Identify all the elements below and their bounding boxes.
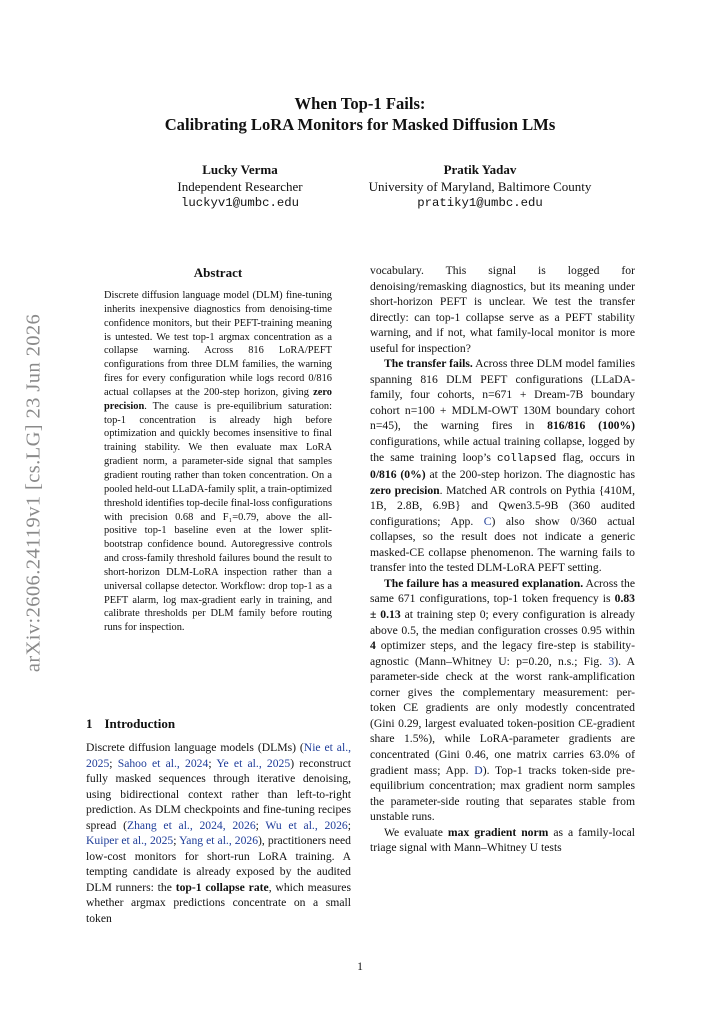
author-email[interactable]: pratiky1@umbc.edu [417,196,543,210]
paragraph-evaluation: We evaluate max gradient norm as a family-local triage signal with Mann–Whitney U tests [370,825,635,855]
author-name: Lucky Verma [202,162,278,177]
section-title: Introduction [104,716,176,731]
paragraph-continuation: vocabulary. This signal is logged for denoising/remasking diagnostics, but its meaning under short-horizon PEFT is unclear. We test the transfer directly: can top-1 collapse serve as a PEFT stability warning, and if not, what family-local monitor is more useful for inspection? [370,264,635,355]
citation-link[interactable]: Yang et al., 2026 [179,834,259,848]
citation-link[interactable]: Wu et al., 2026 [265,818,348,832]
author-email[interactable]: luckyv1@umbc.edu [180,196,300,210]
citation-link[interactable]: Ye et al., 2025 [216,756,291,770]
author-block-1 [140,162,340,212]
citation-link[interactable]: Nie et al., 2025 [86,741,352,770]
figure-link[interactable]: 3 [608,654,615,668]
citation-link[interactable]: Kuiper et al., 2025 [86,834,174,848]
paper-title-line-2: Calibrating LoRA Monitors for Masked Diffusion LMs [164,115,556,134]
arxiv-sidebar-stamp: arXiv:2606.24119v1 [cs.LG] 23 Jun 2026 [22,313,45,673]
appendix-link[interactable]: D [474,763,483,777]
intro-right-column [370,263,635,856]
paper-title-line-1: When Top-1 Fails: [294,94,426,113]
intro-paragraph: Discrete diffusion language models (DLMs) (Nie et al., 2025; Sahoo et al., 2024; Ye et al., 2025) reconstruct fully masked sequences through iterative denoising, using bidirectional context rather than left-to-right prediction. As DLM checkpoints and fine-tuning recipes spread (Zhang et al., 2024, 2026; Wu et al., 2026; Kuiper et al., 2025; Yang et al., 2026), practitioners need low-cost monitors for short-run LoRA training. A tempting candidate is already exposed by the audited DLM runners: the top-1 collapse rate, which measures whether argmax predictions concentrate on a small token [86,741,352,926]
citation-link[interactable]: Zhang et al., 2024, 2026 [126,818,256,832]
author-affiliation: Independent Researcher [177,178,303,194]
paragraph-transfer-fails: The transfer fails. Across three DLM model families spanning 816 DLM PEFT configurations (LLaDA-family, four cohorts, n=671 + Dream-7B boundary cohort n=100 + MDLM-OWT 130M boundary cohort n=45), the warning fires in 816/816 (100%) configurations, while actual training collapse, logged by the same training loop’s collapsed flag, occurs in 0/816 (0%) at the 200-step horizon. The diagnostic has zero precision. Matched AR controls on Pythia {410M, 1B, 2.8B, 6.9B} and Qwen3.5-9B (360 audited configurations; App. C) also show 0/360 actual collapses, so the result does not indicate a generic masked-CE collapse phenomenon. The warning fails to transfer into the tested DLM-LoRA PEFT setting. [370,357,636,575]
section-number: 1 [86,716,93,731]
abstract-heading: Abstract [193,265,243,280]
paragraph-failure-explanation: The failure has a measured explanation. Across the same 671 configurations, top-1 token frequency is 0.83 ± 0.13 at training step 0; every configuration is already above 0.5, the median configuration crosses 0.95 within 4 optimizer steps, and the legacy fire-step is stability-agnostic (Mann–Whitney U: p=0.20, n.s.; Fig. 3). A parameter-side check at the worst rank-amplification corner gives the complementary measurement: per-token CE gradients are only modestly concentrated (Gini 0.29, largest evaluated token-position CE-gradient share 1.5%), while LoRA-parameter gradients are concentrated (Gini 0.46, one matrix carries 63.0% of gradient mass; App. D). Top-1 tracks token-side pre-equilibrium concentration; max gradient norm samples the parameter-side routing that separates stable from unstable runs. [370,576,636,824]
author-name: Pratik Yadav [443,162,517,177]
intro-left-column [86,740,351,927]
page-number: 1 [357,960,363,973]
author-affiliation: University of Maryland, Baltimore County [368,178,592,194]
author-block-2 [348,162,612,212]
citation-link[interactable]: Sahoo et al., 2024 [117,756,209,770]
abstract-body: Discrete diffusion language model (DLM) fine-tuning inherits inexpensive diagnostics from denoising-time confidence monitors, but their PEFT-training meaning is untested. We test top-1 argmax concentration as a collapse warning. Across 816 LoRA/PEFT configurations from three DLM families, the warning fires for every configuration while logs record 0/816 actual collapses at the 200-step horizon, giving zero precision. The cause is pre-equilibrium saturation: top-1 concentration is already high before optimization and quickly becomes insensitive to final training stability. We then evaluate max LoRA gradient norm, a parameter-side signal that samples gradient routing rather than token concentration. On a pooled held-out LLaDA-family split, a train-optimized threshold identifies top-decile final-loss configurations with precision 0.68 and F₁=0.79, above the all-positive top-1 baseline even at the lower split-bootstrap confidence bound. Autoregressive controls and cross-family threshold failures bound the result to short-horizon DLM-LoRA inspection rather than a universal collapse detector. Workflow: drop top-1 as a PEFT alarm, log max-gradient early in training, and calibrate thresholds per DLM family before routing runs for inspection. [104,290,332,634]
section-heading-introduction [86,716,175,732]
appendix-link[interactable]: C [483,514,492,528]
